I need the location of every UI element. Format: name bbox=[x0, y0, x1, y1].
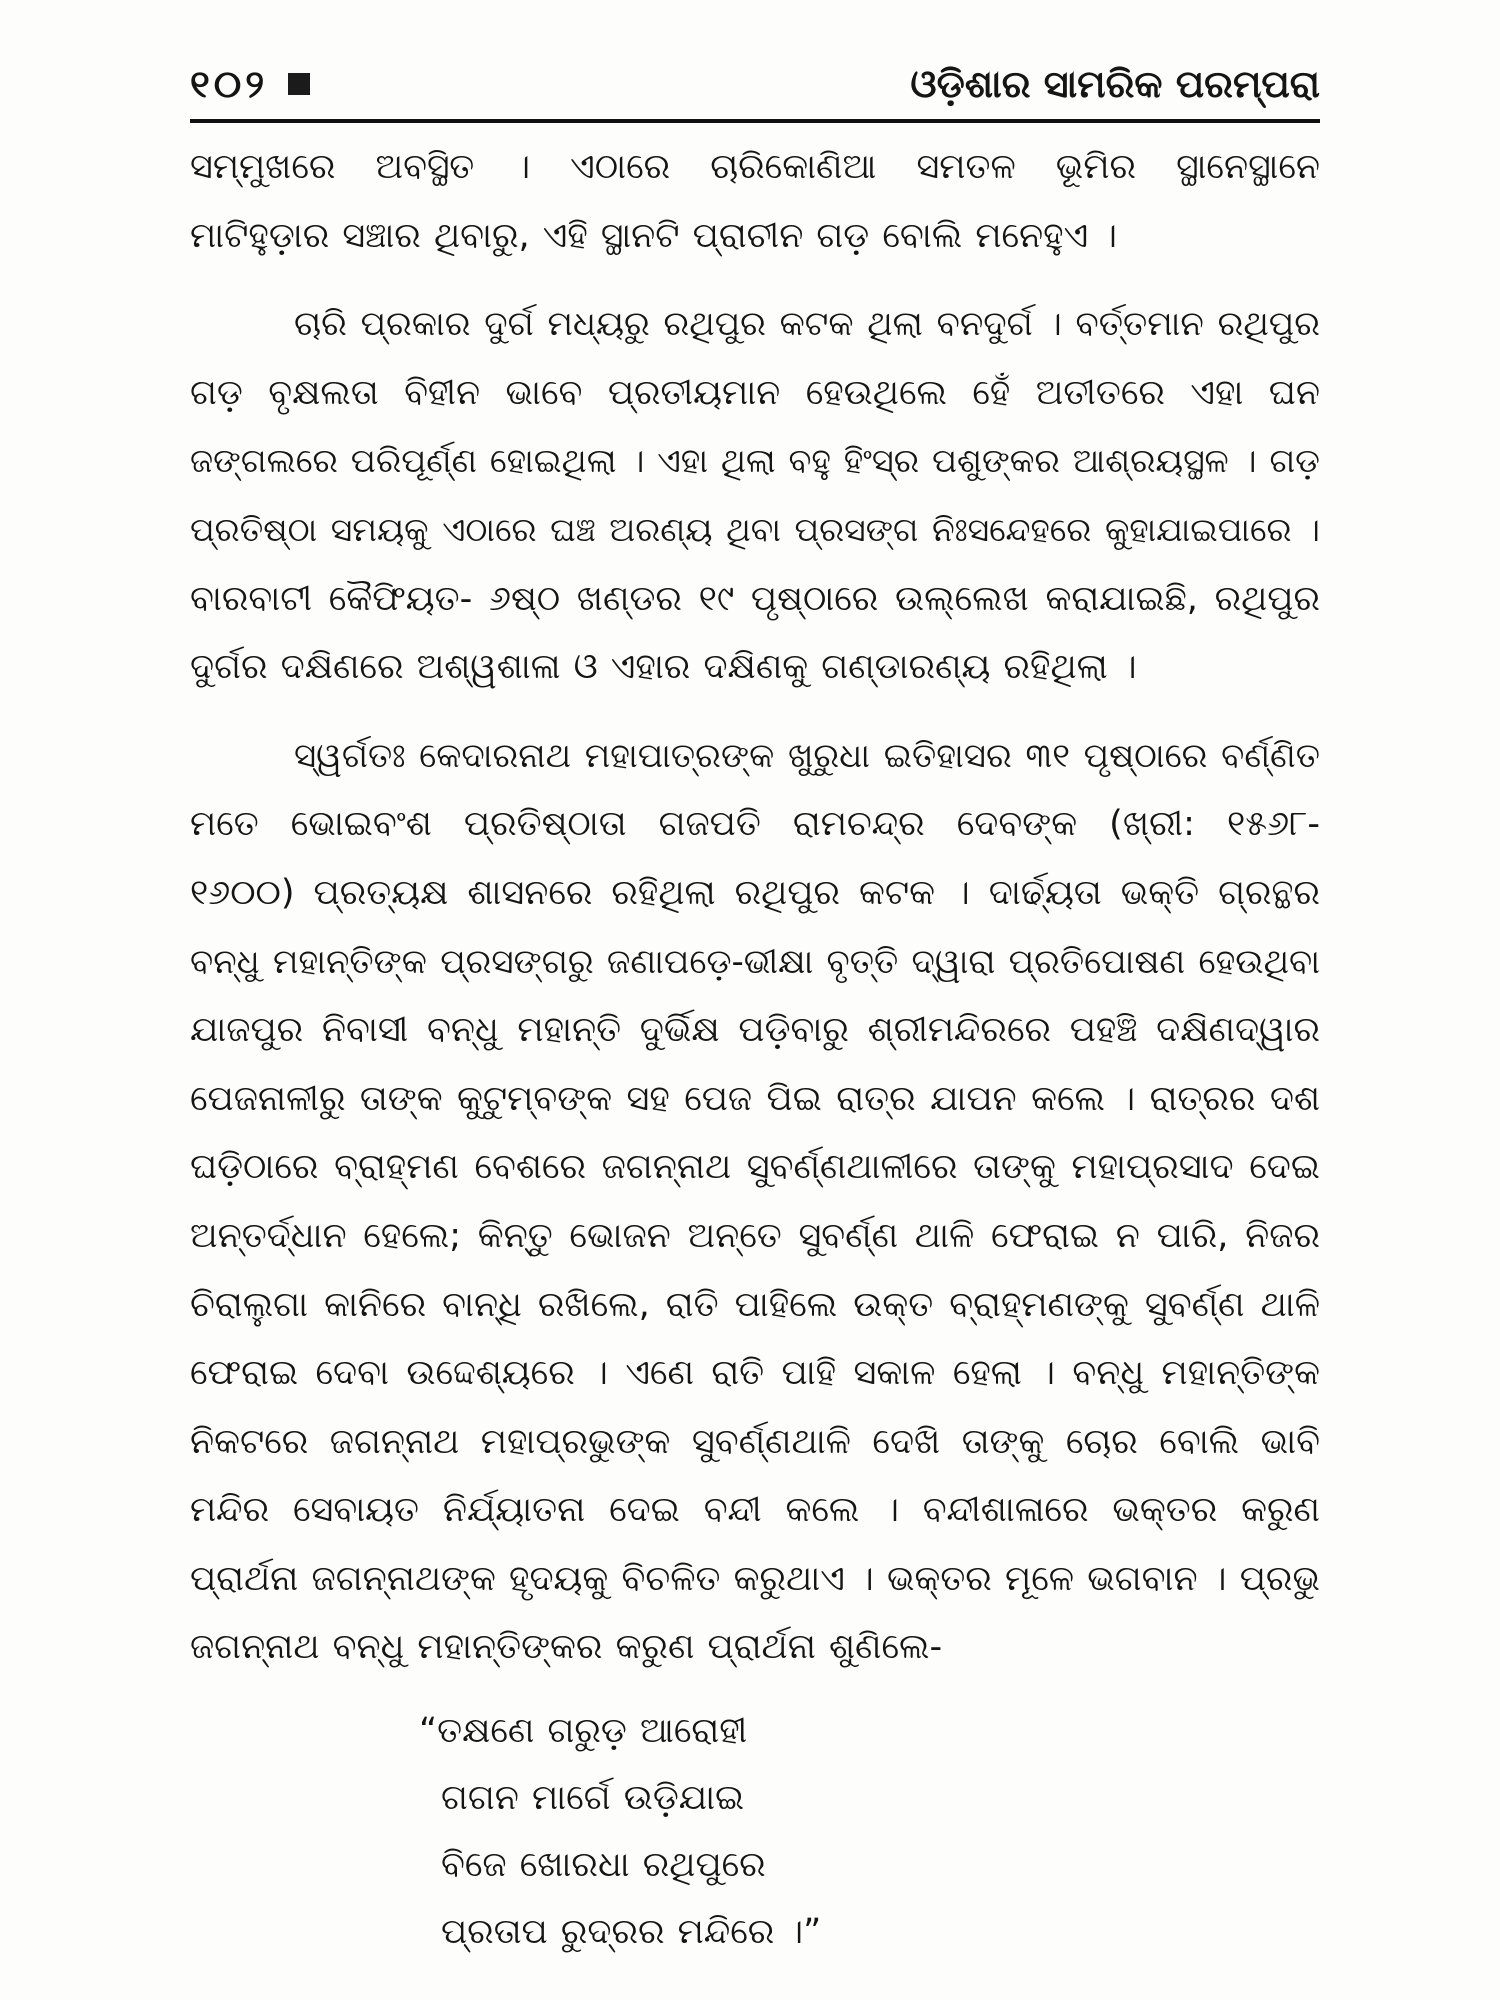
verse-line: ପ୍ରତାପ ରୁଦ୍ରର ମନ୍ଦିରେ ।” bbox=[441, 1912, 822, 1953]
header-rule bbox=[190, 119, 1320, 123]
paragraph-line: ଜଙ୍ଗଲରେ ପରିପୂର୍ଣ୍ଣ ହୋଇଥିଲା । ଏହା ଥିଲା ବହୁ ହିଂସ୍ର ପଶୁଙ୍କର ଆଶ୍ରୟସ୍ଥଳ । ଗଡ଼ bbox=[190, 441, 1320, 481]
paragraph-line: ପ୍ରାର୍ଥନା ଜଗନ୍ନାଥଙ୍କ ହୃଦୟକୁ ବିଚଳିତ କରୁଥାଏ । ଭକ୍ତର ମୂଳେ ଭଗବାନ । ପ୍ରଭୁ bbox=[190, 1558, 1320, 1599]
paragraph bbox=[190, 290, 1320, 702]
running-header bbox=[190, 58, 1320, 110]
paragraph-line: ଗଡ଼ ବୃକ୍ଷଲତା ବିହୀନ ଭାବେ ପ୍ରତୀୟମାନ ହେଉଥିଲେ ହେଁ ଅତୀତରେ ଏହା ଘନ bbox=[190, 372, 1320, 413]
paragraph-line: ମାଟିହୁଡ଼ାର ସଞ୍ଚାର ଥିବାରୁ, ଏହି ସ୍ଥାନଟି ପ୍ରାଚୀନ ଗଡ଼ ବୋଲି ମନେହୁଏ । bbox=[190, 215, 1118, 256]
paragraph-line: ଘଡ଼ିଠାରେ ବ୍ରାହ୍ମଣ ବେଶରେ ଜଗନ୍ନାଥ ସୁବର୍ଣ୍ଣଥାଳୀରେ ତାଙ୍କୁ ମହାପ୍ରସାଦ ଦେଇ bbox=[190, 1147, 1320, 1188]
paragraph bbox=[190, 722, 1320, 1682]
verse-line: ବିଜେ ଖୋରଧା ରଥିପୁରେ bbox=[441, 1845, 766, 1886]
paragraph-line: ମତେ ଭୋଇବଂଶ ପ୍ରତିଷ୍ଠାତା ଗଜପତି ରାମଚନ୍ଦ୍ର ଦେବଙ୍କ (ଖ୍ରୀ: ୧୫୬୮- bbox=[190, 804, 1320, 845]
running-header-title: ଓଡ଼ିଶାର ସାମରିକ ପରମ୍ପରା bbox=[910, 62, 1320, 106]
verse-quote bbox=[190, 1698, 1320, 1966]
paragraph-line: ୧୬୦୦) ପ୍ରତ୍ୟକ୍ଷ ଶାସନରେ ରହିଥିଲା ରଥିପୁର କଟକ । ଦାର୍ଢ୍ୟତା ଭକ୍ତି ଗ୍ରନ୍ଥର bbox=[190, 872, 1320, 913]
paragraph bbox=[190, 133, 1320, 270]
paragraph-line: ପ୍ରତିଷ୍ଠା ସମୟକୁ ଏଠାରେ ଘଞ୍ଚ ଅରଣ୍ୟ ଥିବା ପ୍ରସଙ୍ଗ ନିଃସନ୍ଦେହରେ କୁହାଯାଇପାରେ । bbox=[190, 509, 1320, 549]
paragraph-line: ସ୍ୱର୍ଗତଃ କେଦାରନାଥ ମହାପାତ୍ରଙ୍କ ଖୁରୁଧା ଇତିହାସର ୩୧ ପୃଷ୍ଠାରେ ବର୍ଣ୍ଣିତ bbox=[294, 735, 1320, 776]
paragraph-line: ବନ୍ଧୁ ମହାନ୍ତିଙ୍କ ପ୍ରସଙ୍ଗରୁ ଜଣାପଡ଼େ-ଭୀକ୍ଷା ବୃତ୍ତି ଦ୍ୱାରା ପ୍ରତିପୋଷଣ ହେଉଥିବା bbox=[190, 941, 1320, 982]
paragraph-line: ସମ୍ମୁଖରେ ଅବସ୍ଥିତ । ଏଠାରେ ଚାରିକୋଣିଆ ସମତଳ ଭୂମିର ସ୍ଥାନେସ୍ଥାନେ bbox=[190, 147, 1320, 187]
page-number: ୧୦୨ bbox=[190, 62, 269, 106]
paragraph-line: ଦୁର୍ଗର ଦକ୍ଷିଣରେ ଅଶ୍ୱଶାଳା ଓ ଏହାର ଦକ୍ଷିଣକୁ ଗଣ୍ଡାରଣ୍ୟ ରହିଥିଲା । bbox=[190, 647, 1137, 688]
paragraph-line: ଯାଜପୁର ନିବାସୀ ବନ୍ଧୁ ମହାନ୍ତି ଦୁର୍ଭିକ୍ଷ ପଡ଼ିବାରୁ ଶ୍ରୀମନ୍ଦିରରେ ପହଞ୍ଚି ଦକ୍ଷିଣଦ୍ୱାର bbox=[190, 1010, 1320, 1051]
paragraph-line: ଜଗନ୍ନାଥ ବନ୍ଧୁ ମହାନ୍ତିଙ୍କର କରୁଣ ପ୍ରାର୍ଥନା ଶୁଣିଲେ- bbox=[190, 1627, 943, 1668]
paragraph-line: ବାରବାଟୀ କୈଫିୟତ- ୬ଷ୍ଠ ଖଣ୍ଡର ୧୯ ପୃଷ୍ଠାରେ ଉଲ୍ଲେଖ କରାଯାଇଛି, ରଥିପୁର bbox=[190, 578, 1320, 619]
paragraph-line: ଫେରାଇ ଦେବା ଉଦ୍ଦେଶ୍ୟରେ । ଏଣେ ରାତି ପାହି ସକାଳ ହେଲା । ବନ୍ଧୁ ମହାନ୍ତିଙ୍କ bbox=[190, 1353, 1320, 1394]
verse-line: “ତକ୍ଷଣେ ଗରୁଡ଼ ଆରୋହୀ bbox=[419, 1711, 748, 1752]
verse-line: ଗଗନ ମାର୍ଗେ ଉଡ଼ିଯାଇ bbox=[441, 1778, 745, 1819]
paragraph-line: ପେଜନାଳୀରୁ ତାଙ୍କ କୁଟୁମ୍ବଙ୍କ ସହ ପେଜ ପିଇ ରାତ୍ର ଯାପନ କଲେ । ରାତ୍ରର ଦଶ bbox=[190, 1078, 1320, 1119]
paragraph-line: ଚାରି ପ୍ରକାର ଦୁର୍ଗ ମଧ୍ୟରୁ ରଥିପୁର କଟକ ଥିଲା ବନଦୁର୍ଗ । ବର୍ତ୍ତମାନ ରଥିପୁର bbox=[294, 304, 1320, 345]
page-number-group bbox=[190, 58, 310, 110]
paragraph-line: ଚିରାଲୁଗା କାନିରେ ବାନ୍ଧି ରଖିଲେ, ରାତି ପାହିଲେ ଉକ୍ତ ବ୍ରାହ୍ମଣଙ୍କୁ ସୁବର୍ଣ୍ଣ ଥାଳି bbox=[190, 1284, 1320, 1325]
paragraph-line: ଅନ୍ତର୍ଦ୍ଧାନ ହେଲେ; କିନ୍ତୁ ଭୋଜନ ଅନ୍ତେ ସୁବର୍ଣ୍ଣ ଥାଳି ଫେରାଇ ନ ପାରି, ନିଜର bbox=[190, 1215, 1320, 1256]
square-marker-icon bbox=[288, 73, 310, 95]
paragraph-line: ନିକଟରେ ଜଗନ୍ନାଥ ମହାପ୍ରଭୁଙ୍କ ସୁବର୍ଣ୍ଣଥାଳି ଦେଖି ତାଙ୍କୁ ଚୋର ବୋଲି ଭାବି bbox=[190, 1421, 1320, 1462]
body-text bbox=[190, 133, 1320, 1966]
paragraph-line: ମନ୍ଦିର ସେବାୟତ ନିର୍ଯ୍ୟାତନା ଦେଇ ବନ୍ଦୀ କଲେ । ବନ୍ଦୀଶାଳାରେ ଭକ୍ତର କରୁଣ bbox=[190, 1490, 1320, 1531]
